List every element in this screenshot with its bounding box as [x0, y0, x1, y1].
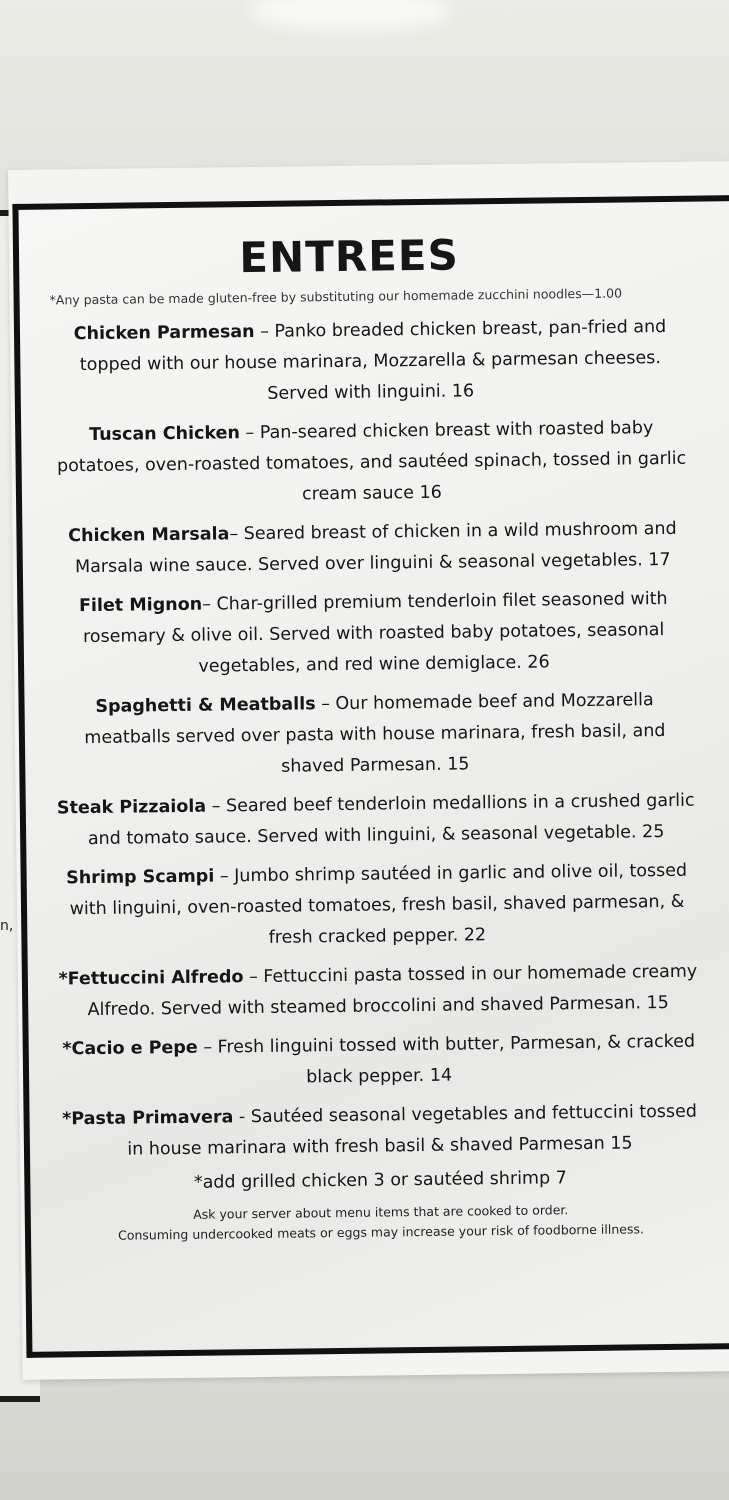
menu-item-description: Jumbo shrimp sautéed in garlic and olive oil, tossed with linguini, oven-roasted tomatoes, fresh basil, shaved parmesan, & fresh cracked pepper.	[69, 860, 688, 948]
menu-item-separator: –	[243, 966, 264, 988]
menu-item-description: Sautéed seasonal vegetables and fettuccini tossed in house marinara with fresh basil & shaved Parmesan	[127, 1101, 698, 1160]
menu-item	[56, 786, 697, 856]
menu-footer	[61, 1199, 701, 1247]
menu-item	[52, 514, 693, 584]
menu-item-description: Char-grilled premium tenderloin filet seasoned with rosemary & olive oil. Served with roasted baby potatoes, seasonal vegetables, and red wine demiglace.	[82, 588, 668, 677]
menu-item-price: 22	[463, 925, 487, 946]
menu-item	[59, 1027, 700, 1097]
menu-page	[8, 161, 729, 1380]
menu-item-name: Steak Pizzaiola	[56, 796, 207, 819]
menu-item-name: Filet Mignon	[78, 594, 203, 617]
menu-item-price: 15	[610, 1133, 633, 1154]
menu-border-frame	[12, 195, 729, 1358]
menu-item-separator: –	[315, 694, 336, 715]
menu-item-name: *Pasta Primavera	[62, 1107, 234, 1130]
adjacent-page-text: n,	[0, 918, 14, 934]
entree-list	[50, 312, 700, 1167]
menu-item-price: 26	[527, 652, 550, 673]
footer-line-1: Ask your server about menu items that are cooked to order.	[193, 1202, 569, 1222]
menu-item-separator: –	[206, 796, 227, 817]
menu-item-description: Our homemade beef and Mozzarella meatballs served over pasta with house marinara, fresh basil, and shaved Parmesan.	[84, 690, 666, 777]
menu-item-name: Tuscan Chicken	[89, 423, 241, 446]
menu-item-separator: –	[202, 594, 217, 615]
menu-item-name: Chicken Marsala	[68, 524, 230, 547]
menu-item-price: 15	[447, 754, 470, 775]
menu-item-name: *Cacio e Pepe	[62, 1037, 198, 1060]
menu-item-separator: –	[239, 422, 260, 444]
menu-item-separator: –	[197, 1037, 218, 1058]
menu-item	[54, 685, 695, 786]
menu-item-price: 16	[451, 381, 475, 402]
menu-item-price: 16	[419, 482, 442, 503]
menu-item-description: Fresh linguini tossed with butter, Parmesan, & cracked black pepper.	[217, 1031, 696, 1088]
menu-item	[58, 957, 699, 1027]
page-title: ENTREES	[239, 230, 460, 283]
menu-item	[53, 584, 694, 685]
menu-item-description: Fettuccini pasta tossed in our homemade creamy Alfredo. Served with steamed broccolini and shaved Parmesan.	[87, 961, 698, 1021]
menu-item-name: Shrimp Scampi	[66, 866, 215, 889]
menu-item-price: 15	[646, 992, 669, 1014]
menu-item-price: 17	[648, 549, 671, 571]
menu-item	[50, 312, 691, 413]
menu-content	[49, 222, 701, 1247]
footer-line-2: Consuming undercooked meats or eggs may increase your risk of foodborne illness.	[117, 1221, 645, 1243]
menu-item-separator: –	[229, 524, 244, 545]
menu-item	[51, 413, 692, 514]
menu-item-separator: -	[233, 1107, 251, 1128]
menu-item-description: Pan-seared chicken breast with roasted baby potatoes, oven-roasted tomatoes, and sautéed spinach, tossed in garlic cream sauce	[56, 418, 687, 505]
menu-item-description: Panko breaded chicken breast, pan-fried and topped with our house marinara, Mozzarella & parmesan cheeses. Served with linguini.	[79, 316, 667, 404]
menu-item-description: Seared breast of chicken in a wild mushroom and Marsala wine sauce. Served over linguini & seasonal vegetables.	[74, 518, 677, 578]
menu-item-separator: –	[254, 321, 275, 342]
addon-note: *add grilled chicken 3 or sautéed shrimp 7	[193, 1168, 567, 1193]
menu-item-separator: –	[214, 866, 235, 887]
menu-item-name: Chicken Parmesan	[73, 322, 255, 345]
menu-item-description: Seared beef tenderloin medallions in a crushed garlic and tomato sauce. Served with linguini, & seasonal vegetable.	[87, 790, 695, 850]
menu-item	[56, 856, 697, 957]
menu-item-price: 14	[429, 1065, 453, 1086]
menu-item	[59, 1097, 700, 1167]
gluten-free-note: *Any pasta can be made gluten-free by substituting our homemade zucchini noodles—1.00	[49, 285, 623, 308]
menu-item-price: 25	[642, 822, 665, 843]
menu-item-name: Spaghetti & Meatballs	[95, 694, 316, 717]
menu-item-name: *Fettuccini Alfredo	[58, 967, 244, 990]
